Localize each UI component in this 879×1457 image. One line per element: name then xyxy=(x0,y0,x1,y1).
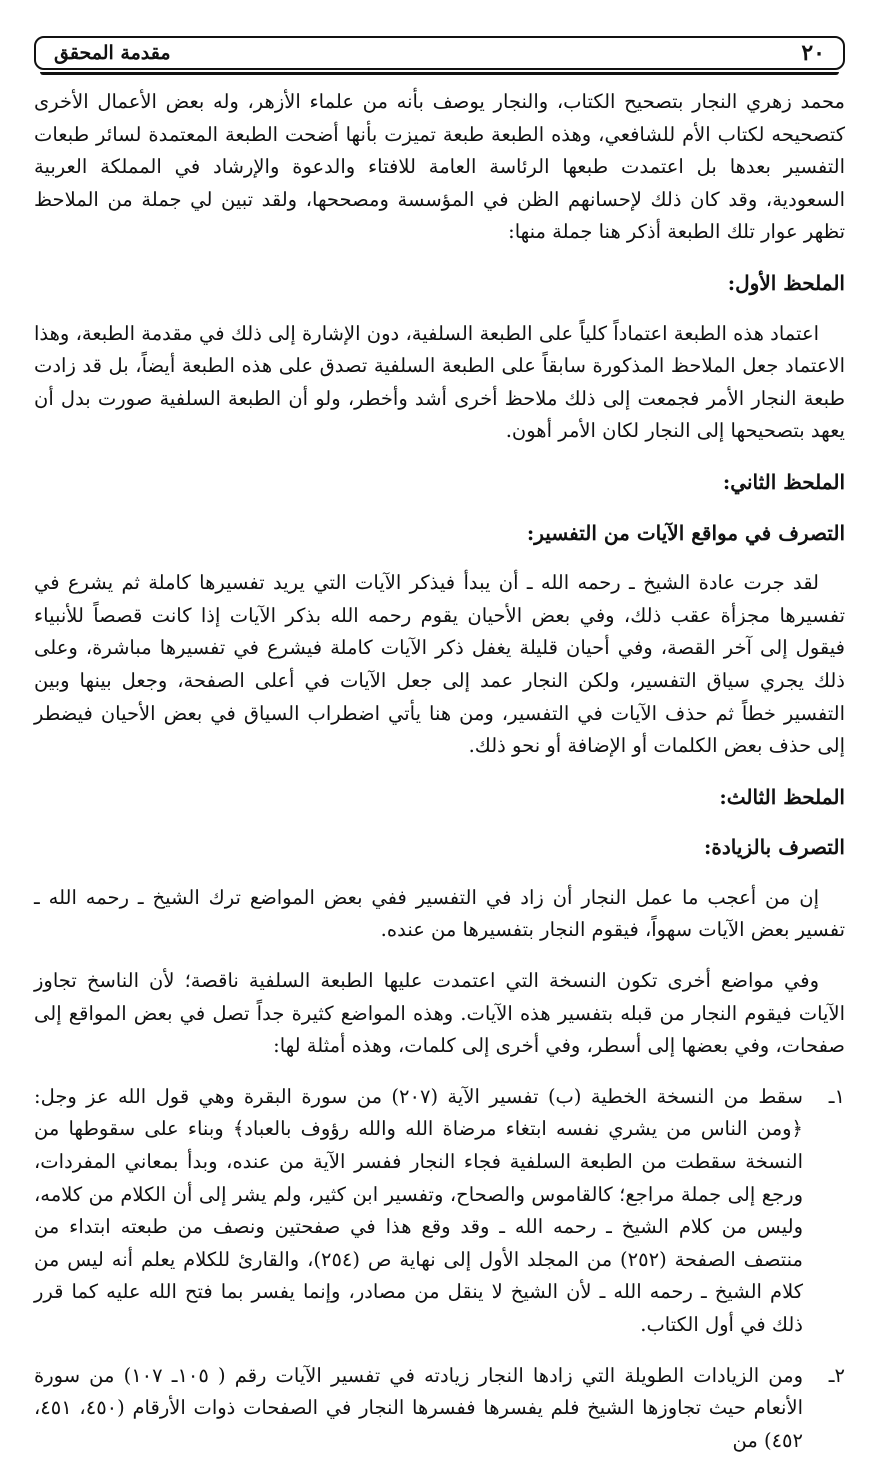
list-item-number: ٢ـ xyxy=(828,1363,845,1387)
list-item xyxy=(34,1360,845,1457)
list-item xyxy=(34,1081,845,1342)
note1-paragraph: اعتماد هذه الطبعة اعتماداً كلياً على الطبعة السلفية، دون الإشارة إلى ذلك في مقدمة الطبعة، وهذا الاعتماد جعل الملاحظ المذكورة سابقاً على الطبعة السلفية تصدق على هذه الطبعة أيضاً، بل قد زادت طبعة النجار الأمر فجمعت إلى ذلك ملاحظ أخرى أشد وأخطر، ولو أن الطبعة السلفية صورت بدل أن يعهد بتصحيحها إلى النجار لكان الأمر أهون. xyxy=(34,321,845,443)
running-header xyxy=(34,36,845,70)
list-item-text: سقط من النسخة الخطية (ب) تفسير الآية (٢٠٧) من سورة البقرة وهي قول الله عز وجل: ﴿ومن الناس من يشري نفسه ابتغاء مرضاة الله والله رؤوف بالعباد﴾ وبناء على سقوطها من النسخة سقطت من الطبعة السلفية فجاء النجار ففسر الآية من عنده، وبدأ بمعاني المفردات، ورجع إلى جملة مراجع؛ كالقاموس والصحاح، وتفسير ابن كثير، ولم يشر إلى أن الكلام من كلامه، وليس من كلام الشيخ ـ رحمه الله ـ وقد وقع هذا في صفحتين ونصف من طبعته ابتداء من منتصف الصفحة (٢٥٢) من المجلد الأول إلى نهاية ص (٢٥٤)، والقارئ للكلام يعلم أنه ليس من كلام الشيخ ـ رحمه الله ـ لأن الشيخ لا ينقل من مصادر، وإنما يفسر بما فتح الله عليه كما قرر ذلك في أول الكتاب. xyxy=(34,1084,803,1336)
list-item-text: ومن الزيادات الطويلة التي زادها النجار زيادته في تفسير الآيات رقم ( ١٠٥ـ ١٠٧) من سورة الأنعام حيث تجاوزها الشيخ فلم يفسرها ففسرها النجار في الصفحات ذوات الأرقام (٤٥٠، ٤٥١، ٤٥٢) من xyxy=(34,1363,803,1452)
intro-paragraph: محمد زهري النجار بتصحيح الكتاب، والنجار يوصف بأنه من علماء الأزهر، وله بعض الأعمال الأخرى كتصحيحه لكتاب الأم للشافعي، وهذه الطبعة طبعة تميزت بأنها أضحت الطبعة المعتمدة لسائر طبعات التفسير بعدها بل اعتمدت طبعها الرئاسة العامة للافتاء والدعوة والإرشاد في المملكة العربية السعودية، وقد كان ذلك لإحسانهم الظن في المؤسسة ومصححها، ولقد تبين لي جملة من الملاحظ تظهر عوار تلك الطبعة أذكر هنا جملة منها: xyxy=(34,90,845,244)
page-number: ٢٠ xyxy=(801,40,825,66)
note2-paragraph: لقد جرت عادة الشيخ ـ رحمه الله ـ أن يبدأ فيذكر الآيات التي يريد تفسيرها كاملة ثم يشرع في تفسيرها مجزأة عقب ذلك، وفي بعض الأحيان يقوم رحمه الله بذكر الآيات إذا كانت قصصاً للأنبياء فيقول إلى آخر القصة، وفي أحيان قليلة يغفل ذكر الآيات كاملة فيشرع في تفسيرها مباشرة، وعلى ذلك يجري سياق التفسير، ولكن النجار عمد إلى جعل الآيات في أعلى الصفحة، وجعل بينها وبين التفسير خطاً ثم حذف الآيات في التفسير، ومن هنا يأتي اضطراب السياق في بعض الأحيان فيضطر إلى حذف بعض الكلمات أو الإضافة أو نحو ذلك. xyxy=(34,571,845,758)
header-title: مقدمة المحقق xyxy=(54,42,171,64)
note2-subheading: التصرف في مواقع الآيات من التفسير: xyxy=(526,520,845,545)
note3-subheading: التصرف بالزيادة: xyxy=(704,835,845,860)
note3-paragraph-2: وفي مواضع أخرى تكون النسخة التي اعتمدت عليها الطبعة السلفية ناقصة؛ لأن الناسخ تجاوز الآيات فيقوم النجار من قبله بتفسير هذه الآيات. وهذه المواضع كثيرة جداً تصل في بعض المواقع إلى صفحات، وفي بعضها إلى أسطر، وفي أخرى إلى كلمات، وهذه أمثلة لها: xyxy=(34,969,845,1058)
page-body xyxy=(34,86,845,1457)
note2-heading: الملحظ الثاني: xyxy=(722,469,845,494)
note3-paragraph-1: إن من أعجب ما عمل النجار أن زاد في التفسير ففي بعض المواضع ترك الشيخ ـ رحمه الله ـ تفسير بعض الآيات سهواً، فيقوم النجار بتفسيرها من عنده. xyxy=(34,885,845,942)
list-item-number: ١ـ xyxy=(828,1084,845,1108)
note3-heading: الملحظ الثالث: xyxy=(719,784,845,809)
note1-heading: الملحظ الأول: xyxy=(727,270,845,295)
